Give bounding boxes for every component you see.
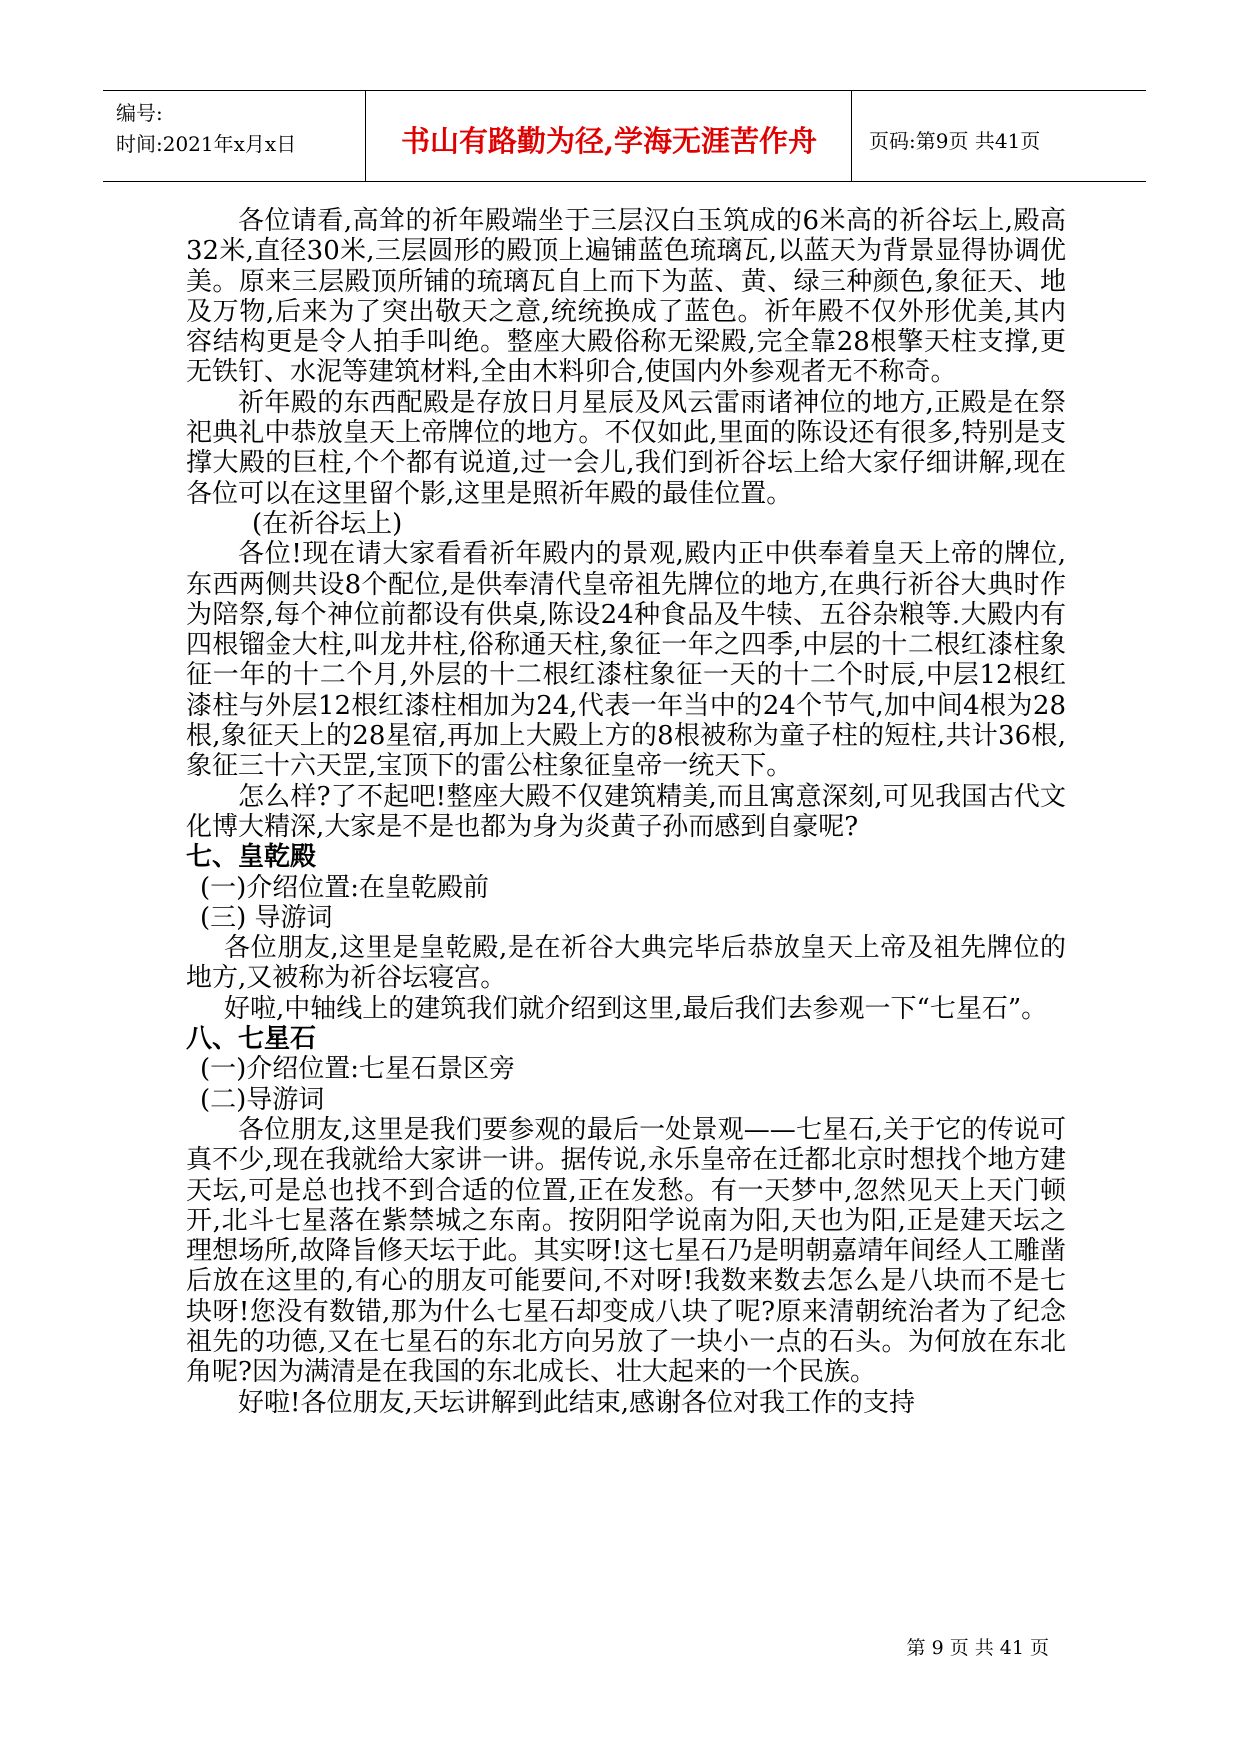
document-number-label: 编号: xyxy=(116,101,163,125)
body-paragraph: 各位朋友,这里是我们要参观的最后一处景观——七星石,关于它的传说可真不少,现在我就给大家讲一讲。据传说,永乐皇帝在迁都北京时想找个地方建天坛,可是总也找不到合适的位置,正在发愁。有一天梦中,忽然见天上天门顿开,北斗七星落在紫禁城之东南。按阴阳学说南为阳,天也为阳,正是建天坛之理想场所,故降旨修天坛于此。其实呀!这七星石乃是明朝嘉靖年间经人工雕凿后放在这里的,有心的朋友可能要问,不对呀!我数来数去怎么是八块而不是七块呀!您没有数错,那为什么七星石却变成八块了呢?原来清朝统治者为了纪念祖先的功德,又在七星石的东北方向另放了一块小一点的石头。为何放在东北角呢?因为满清是在我国的东北成长、壮大起来的一个民族。 xyxy=(186,1114,1066,1388)
body-note: (在祈谷坛上) xyxy=(252,508,403,539)
sub-heading: (一)介绍位置:在皇乾殿前 xyxy=(200,872,490,903)
body-paragraph: 好啦!各位朋友,天坛讲解到此结束,感谢各位对我工作的支持 xyxy=(238,1387,915,1418)
body-paragraph: 好啦,中轴线上的建筑我们就介绍到这里,最后我们去参观一下“七星石”。 xyxy=(224,993,1048,1024)
header-page-cell xyxy=(853,91,1146,181)
sub-heading: (三) 导游词 xyxy=(200,902,333,933)
body-paragraph: 怎么样?了不起吧!整座大殿不仅建筑精美,而且寓意深刻,可见我国古代文化博大精深,大家是不是也都为身为炎黄子孙而感到自豪呢? xyxy=(186,781,1066,842)
page-footer: 第 9 页 共 41 页 xyxy=(906,1637,1049,1659)
body-paragraph: 各位!现在请大家看看祈年殿内的景观,殿内正中供奉着皇天上帝的牌位,东西两侧共设8个配位,是供奉清代皇帝祖先牌位的地方,在典行祈谷大典时作为陪祭,每个神位前都设有供桌,陈设24种食品及牛犊、五谷杂粮等.大殿内有四根镏金大柱,叫龙井柱,俗称通天柱,象征一年之四季,中层的十二根红漆柱象征一年的十二个月,外层的十二根红漆柱象征一天的十二个时辰,中层12根红漆柱与外层12根红漆柱相加为24,代表一年当中的24个节气,加中间4根为28根,象征天上的28星宿,再加上大殿上方的8根被称为童子柱的短柱,共计36根,象征三十六天罡,宝顶下的雷公柱象征皇帝一统天下。 xyxy=(186,539,1066,782)
body-paragraph: 各位朋友,这里是皇乾殿,是在祈谷大典完毕后恭放皇天上帝及祖先牌位的地方,又被称为祈谷坛寝宫。 xyxy=(186,933,1066,994)
body-paragraph: 各位请看,高耸的祈年殿端坐于三层汉白玉筑成的6米高的祈谷坛上,殿高32米,直径30米,三层圆形的殿顶上遍铺蓝色琉璃瓦,以蓝天为背景显得协调优美。原来三层殿顶所铺的琉璃瓦自上而下为蓝、黄、绿三种颜色,象征天、地及万物,后来为了突出敬天之意,统统换成了蓝色。祈年殿不仅外形优美,其内容结构更是令人拍手叫绝。整座大殿俗称无梁殿,完全靠28根擎天柱支撑,更无铁钉、水泥等建筑材料,全由木料卯合,使国内外参观者无不称奇。 xyxy=(186,206,1066,388)
section-heading: 七、皇乾殿 xyxy=(186,842,317,873)
document-body xyxy=(186,206,1066,1418)
header-motto: 书山有路勤为径,学海无涯苦作舟 xyxy=(400,124,818,158)
document-time-label: 时间:2021年x月x日 xyxy=(116,132,297,156)
body-paragraph: 祈年殿的东西配殿是存放日月星辰及风云雷雨诸神位的地方,正殿是在祭祀典礼中恭放皇天上帝牌位的地方。不仅如此,里面的陈设还有很多,特别是支撑大殿的巨柱,个个都有说道,过一会儿,我们到祈谷坛上给大家仔细讲解,现在各位可以在这里留个影,这里是照祈年殿的最佳位置。 xyxy=(186,387,1066,509)
sub-heading: (一)介绍位置:七星石景区旁 xyxy=(200,1054,516,1085)
header-info-cell xyxy=(103,91,366,181)
header-page-label: 页码:第9页 共41页 xyxy=(869,129,1041,153)
page-header xyxy=(103,90,1146,182)
header-motto-cell xyxy=(367,91,852,181)
section-heading: 八、七星石 xyxy=(186,1024,317,1055)
sub-heading: (二)导游词 xyxy=(200,1084,325,1115)
